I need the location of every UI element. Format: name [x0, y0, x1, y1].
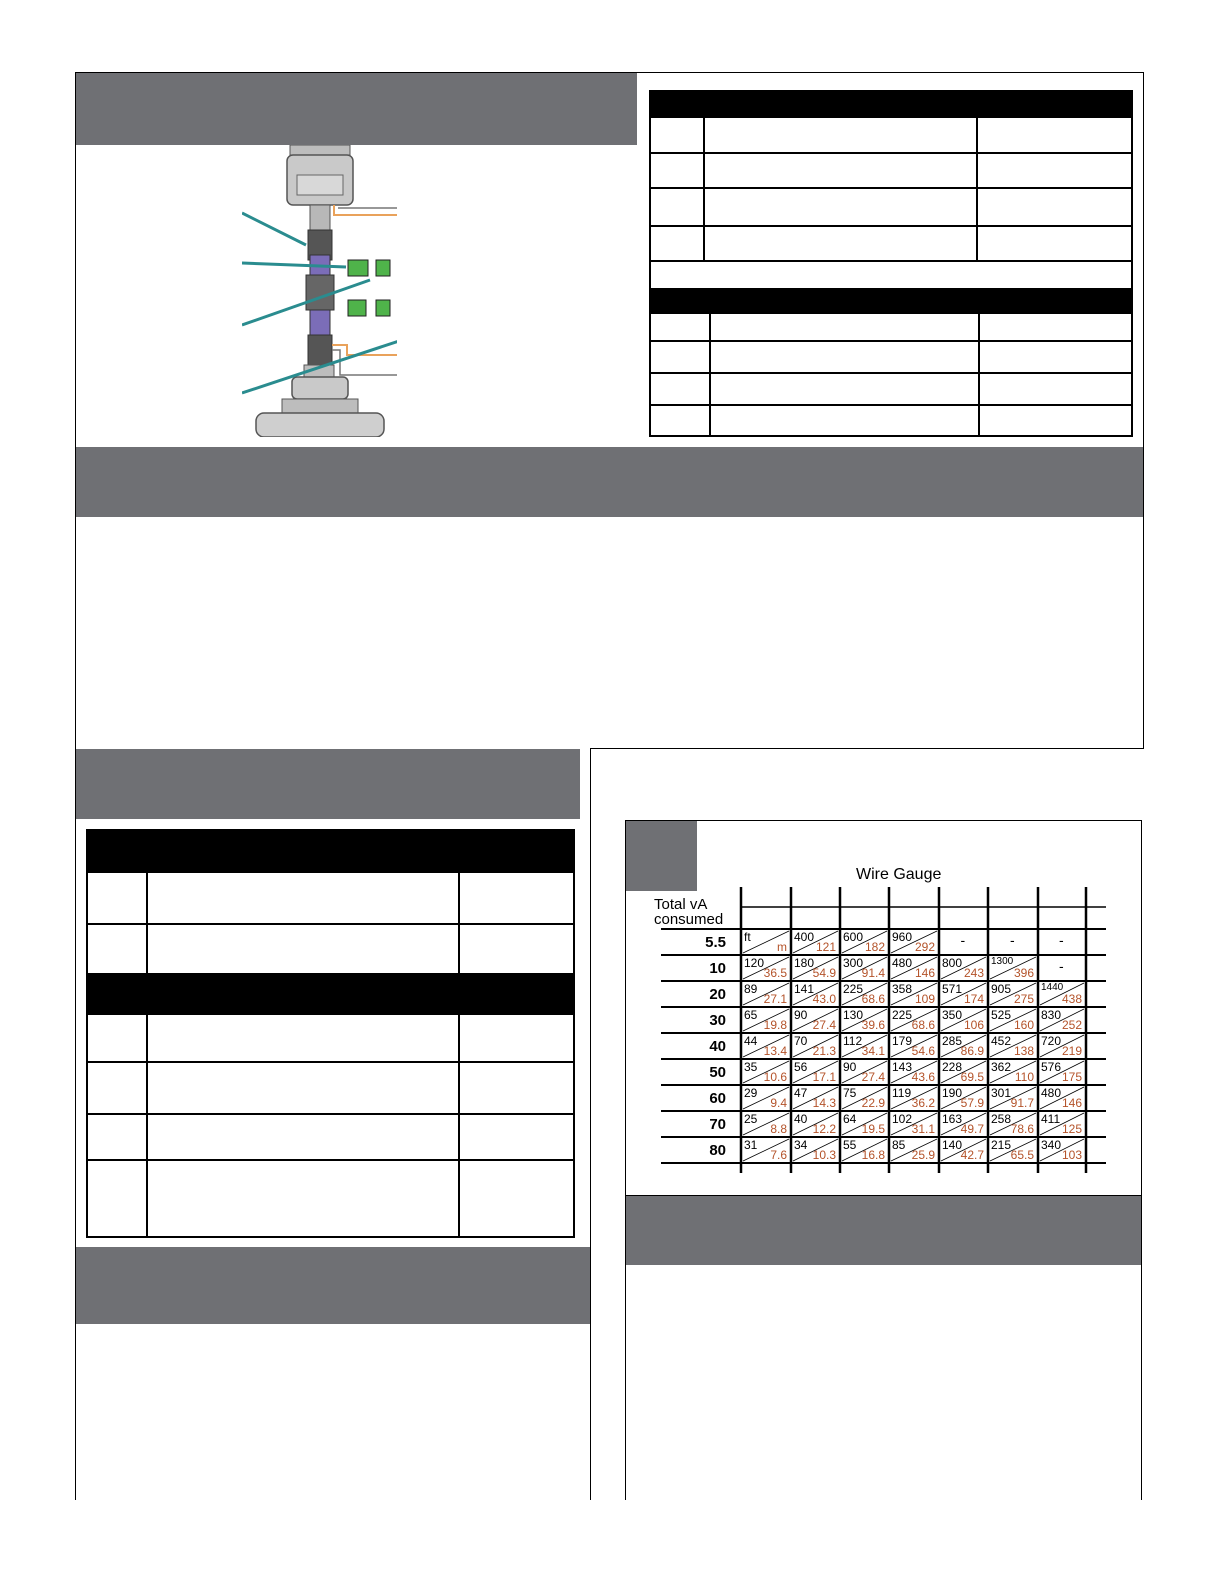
cell-meters-value: 138: [1013, 1044, 1034, 1058]
wiring-diagram: [242, 145, 397, 437]
row-label: 40: [709, 1038, 726, 1055]
cell-meters-value: 65.5: [1010, 1148, 1034, 1162]
cell-feet-value: 25: [744, 1112, 758, 1126]
cell-feet-value: 102: [892, 1112, 913, 1126]
cell-meters-value: 160: [1013, 1018, 1034, 1032]
cell-meters-value: 69.5: [960, 1070, 984, 1084]
cell-feet-value: 56: [794, 1060, 808, 1074]
section-header-left-column: [76, 749, 580, 819]
section-header-right-bottom: [626, 1196, 1142, 1265]
cell-feet-value: 350: [942, 1008, 963, 1022]
cell-meters-value: 146: [914, 966, 935, 980]
cell-meters-value: 19.5: [861, 1122, 885, 1136]
row-label: 5.5: [705, 934, 726, 951]
cell-feet-value: 31: [744, 1138, 758, 1152]
cell-feet-value: 35: [744, 1060, 758, 1074]
cell-feet-value: 400: [794, 930, 815, 944]
cell-meters-value: 106: [963, 1018, 984, 1032]
wire-gauge-chart: [625, 820, 1142, 1196]
cell-feet-value: 90: [843, 1060, 857, 1074]
cell-feet-value: 480: [892, 956, 913, 970]
cell-meters-value: 34.1: [861, 1044, 885, 1058]
cell-meters-value: m: [777, 940, 787, 954]
cell-feet-value: 480: [1041, 1086, 1062, 1100]
row-label: 80: [709, 1142, 726, 1159]
cell-feet-value: 905: [991, 982, 1012, 996]
cell-meters-value: 146: [1061, 1096, 1082, 1110]
spec-table-left: [86, 829, 575, 1238]
cell-feet-value: 140: [942, 1138, 963, 1152]
cell-meters-value: 182: [864, 940, 885, 954]
cell-meters-value: 125: [1061, 1122, 1082, 1136]
cell-meters-value: 27.1: [763, 992, 787, 1006]
row-label: 70: [709, 1116, 726, 1133]
cell-feet-value: 85: [892, 1138, 906, 1152]
cell-meters-value: 25.9: [911, 1148, 935, 1162]
cell-meters-value: 10.3: [812, 1148, 836, 1162]
cell-meters-value: 42.7: [960, 1148, 984, 1162]
cell-meters-value: 9.4: [770, 1096, 787, 1110]
cell-feet-value: 800: [942, 956, 963, 970]
cell-meters-value: 91.4: [861, 966, 885, 980]
cell-meters-value: 275: [1013, 992, 1034, 1006]
empty-cell-dash: -: [960, 932, 966, 948]
cell-feet-value: 576: [1041, 1060, 1062, 1074]
cell-feet-value: 301: [991, 1086, 1012, 1100]
right-box-right-edge: [1141, 1196, 1142, 1500]
cell-feet-value: 44: [744, 1034, 758, 1048]
empty-cell-dash: -: [1010, 932, 1015, 948]
cell-feet-value: 525: [991, 1008, 1012, 1022]
cell-feet-value: 228: [942, 1060, 963, 1074]
cell-meters-value: 17.1: [812, 1070, 836, 1084]
cell-meters-value: 8.8: [770, 1122, 787, 1136]
cell-meters-value: 39.6: [861, 1018, 885, 1032]
cell-feet-value: 258: [991, 1112, 1012, 1126]
cell-feet-value: 225: [892, 1008, 913, 1022]
cell-meters-value: 219: [1061, 1044, 1082, 1058]
cell-meters-value: 292: [914, 940, 935, 954]
cell-meters-value: 174: [963, 992, 984, 1006]
cell-feet-value: 55: [843, 1138, 857, 1152]
cell-feet-value: 358: [892, 982, 913, 996]
cell-meters-value: 27.4: [812, 1018, 836, 1032]
cell-feet-value: 141: [794, 982, 815, 996]
cell-feet-value: 720: [1041, 1034, 1062, 1048]
cell-feet-value: 300: [843, 956, 864, 970]
cell-meters-value: 121: [815, 940, 836, 954]
cell-feet-value: 340: [1041, 1138, 1062, 1152]
cell-meters-value: 109: [914, 992, 935, 1006]
outer-frame-mid: [590, 748, 1144, 749]
cell-meters-value: 252: [1061, 1018, 1082, 1032]
cell-feet-value: 452: [991, 1034, 1012, 1048]
cell-feet-value: 179: [892, 1034, 913, 1048]
row-label: 60: [709, 1090, 726, 1107]
cell-feet-value: 215: [991, 1138, 1012, 1152]
cell-feet-value: 130: [843, 1008, 864, 1022]
cell-feet-value: 90: [794, 1008, 808, 1022]
cell-meters-value: 7.6: [770, 1148, 787, 1162]
cell-meters-value: 54.9: [812, 966, 836, 980]
cell-meters-value: 49.7: [960, 1122, 984, 1136]
cell-feet-value: 1300: [991, 956, 1014, 967]
row-label: 10: [709, 960, 726, 977]
table-header-bar: [88, 831, 573, 873]
cell-meters-value: 91.7: [1010, 1096, 1034, 1110]
row-label: 30: [709, 1012, 726, 1029]
cell-meters-value: 22.9: [861, 1096, 885, 1110]
cell-meters-value: 243: [963, 966, 984, 980]
column-divider: [590, 748, 591, 1500]
cell-meters-value: 396: [1013, 966, 1034, 980]
chart-grid: [626, 821, 1143, 1197]
outer-frame-right: [1143, 72, 1144, 749]
cell-feet-value: 70: [794, 1034, 808, 1048]
cell-feet-value: 163: [942, 1112, 963, 1126]
chart-title: Wire Gauge: [856, 866, 942, 883]
table-subheader-bar: [651, 288, 1131, 314]
cell-feet-value: 65: [744, 1008, 758, 1022]
cell-meters-value: 57.9: [960, 1096, 984, 1110]
section-header-full-width: [76, 447, 1143, 517]
cell-feet-value: 225: [843, 982, 864, 996]
cell-feet-value: 143: [892, 1060, 913, 1074]
cell-meters-value: 31.1: [911, 1122, 935, 1136]
cell-meters-value: 175: [1061, 1070, 1082, 1084]
cell-meters-value: 13.4: [763, 1044, 787, 1058]
cell-feet-value: 34: [794, 1138, 808, 1152]
cell-meters-value: 54.6: [911, 1044, 935, 1058]
cell-feet-value: ft: [744, 930, 751, 944]
cell-feet-value: 64: [843, 1112, 857, 1126]
cell-feet-value: 190: [942, 1086, 963, 1100]
cell-feet-value: 119: [892, 1086, 912, 1100]
spec-table-top-right: [649, 90, 1133, 437]
cell-meters-value: 110: [1014, 1070, 1034, 1084]
cell-meters-value: 16.8: [861, 1148, 885, 1162]
row-header: Total vA consumed: [654, 896, 724, 928]
cell-meters-value: 78.6: [1010, 1122, 1034, 1136]
cell-feet-value: 362: [991, 1060, 1012, 1074]
wiring-diagram-svg: [242, 145, 397, 437]
right-box-left-edge: [625, 1196, 626, 1500]
cell-meters-value: 19.8: [763, 1018, 787, 1032]
cell-meters-value: 43.6: [911, 1070, 935, 1084]
cell-feet-value: 112: [843, 1034, 863, 1048]
cell-feet-value: 75: [843, 1086, 857, 1100]
cell-meters-value: 103: [1061, 1148, 1082, 1162]
cell-meters-value: 10.6: [763, 1070, 787, 1084]
table-subheader-bar: [88, 973, 573, 1015]
cell-meters-value: 438: [1061, 992, 1082, 1006]
cell-feet-value: 1440: [1041, 982, 1064, 993]
cell-feet-value: 89: [744, 982, 758, 996]
section-header-left-bottom: [76, 1247, 590, 1324]
table-header-bar: [651, 92, 1131, 118]
cell-feet-value: 571: [942, 982, 963, 996]
empty-cell-dash: -: [1059, 958, 1064, 974]
cell-meters-value: 86.9: [960, 1044, 984, 1058]
cell-meters-value: 36.5: [763, 966, 787, 980]
cell-feet-value: 830: [1041, 1008, 1062, 1022]
cell-feet-value: 600: [843, 930, 864, 944]
cell-meters-value: 68.6: [861, 992, 885, 1006]
cell-meters-value: 36.2: [911, 1096, 935, 1110]
row-label: 50: [709, 1064, 726, 1081]
empty-cell-dash: -: [1059, 932, 1064, 948]
cell-feet-value: 120: [744, 956, 765, 970]
cell-feet-value: 40: [794, 1112, 808, 1126]
cell-feet-value: 29: [744, 1086, 758, 1100]
cell-feet-value: 47: [794, 1086, 808, 1100]
section-header-top-left: [76, 73, 637, 145]
row-label: 20: [709, 986, 726, 1003]
cell-meters-value: 21.3: [812, 1044, 836, 1058]
cell-meters-value: 68.6: [911, 1018, 935, 1032]
cell-meters-value: 14.3: [812, 1096, 836, 1110]
cell-meters-value: 12.2: [812, 1122, 836, 1136]
cell-feet-value: 411: [1041, 1112, 1061, 1126]
cell-feet-value: 180: [794, 956, 815, 970]
cell-feet-value: 960: [892, 930, 913, 944]
cell-feet-value: 285: [942, 1034, 963, 1048]
cell-meters-value: 27.4: [861, 1070, 885, 1084]
cell-meters-value: 43.0: [812, 992, 836, 1006]
